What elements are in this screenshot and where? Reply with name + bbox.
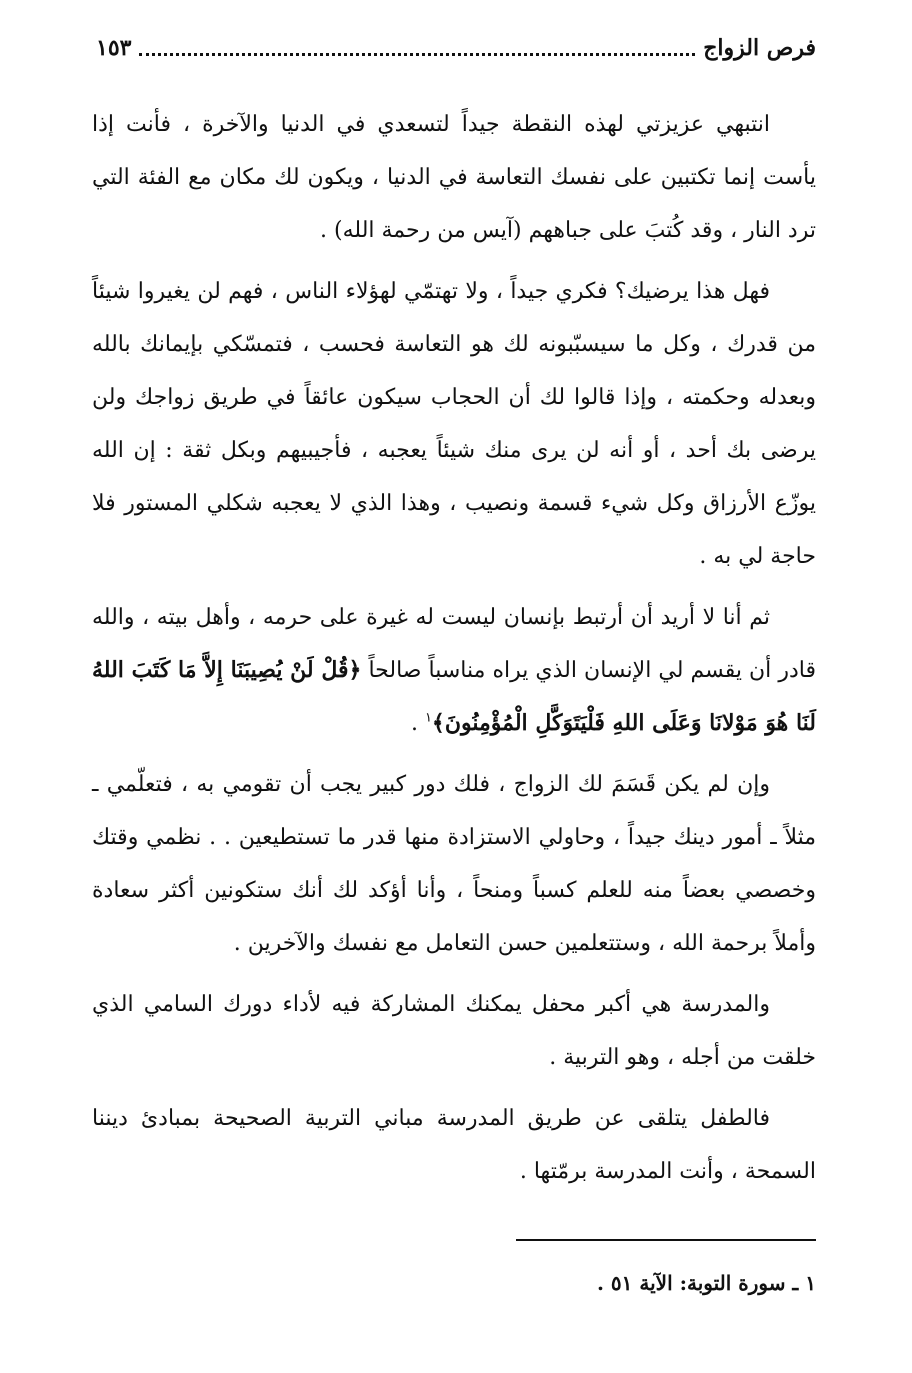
paragraph: والمدرسة هي أكبر محفل يمكنك المشاركة فيه لأداء دورك السامي الذي خلقت من أجله ، وهو التربية . — [92, 992, 816, 1070]
paragraph-text: ثم أنا لا أريد أن أرتبط بإنسان ليست له غيرة على حرمه ، وأهل بيته ، والله قادر أن يقسم لي الإنسان الذي يراه مناسباً صالحاً — [92, 605, 816, 683]
paragraph: انتبهي عزيزتي لهذه النقطة جيداً لتسعدي في الدنيا والآخرة ، فأنت إذا يأست إنما تكتبين على نفسك التعاسة في الدنيا ، ويكون لك مكان مع الفئة التي ترد النار ، وقد كُتبَ على جباههم (آيس من رحمة الله) . — [92, 112, 816, 243]
running-header — [96, 28, 816, 68]
paragraph-with-quote — [92, 591, 816, 750]
paragraph: فالطفل يتلقى عن طريق المدرسة مباني التربية الصحيحة بمبادئ ديننا السمحة ، وأنت المدرسة برمّتها . — [92, 1106, 816, 1184]
quran-verse: ﴿قُلْ لَنْ يُصِيبَنَا إِلاَّ مَا كَتَبَ اللهُ لَنَا هُوَ مَوْلانَا وَعَلَى اللهِ فَلْيَتَوَكَّلِ الْمُؤْمِنُونَ﴾ — [92, 657, 816, 736]
paragraph: فهل هذا يرضيك؟ فكري جيداً ، ولا تهتمّي لهؤلاء الناس ، فهم لن يغيروا شيئاً من قدرك ، وكل ما سيسبّبونه لك هو التعاسة فحسب ، فتمسّكي بإيمانك بالله وبعدله وحكمته ، وإذا قالوا لك أن الحجاب سيكون عائقاً في طريق زواجك ولن يرضى بك أحد ، أو أنه لن يرى منك شيئاً يعجبه ، فأجيبيهم وبكل ثقة : إن الله يوزّع الأرزاق وكل شيء قسمة ونصيب ، وهذا الذي لا يعجبه شكلي المستور فلا حاجة لي به . — [92, 279, 816, 569]
page-number: ١٥٣ — [96, 35, 132, 61]
footnote-marker[interactable]: ١ — [424, 710, 432, 726]
running-title: فرص الزواج — [703, 35, 816, 61]
footnote: ١ ـ سورة التوبة: الآية ٥١ . — [596, 1271, 816, 1295]
page-body — [92, 98, 816, 1198]
paragraph: وإن لم يكن قَسَمَ لك الزواج ، فلك دور كبير يجب أن تقومي به ، فتعلّمي ـ مثلاً ـ أمور دينك جيداً ، وحاولي الاستزادة منها قدر ما تستطيعين . . نظمي وقتك وخصصي بعضاً منه للعلم كسباً ومنحاً ، وأنا أؤكد لك أنك ستكونين أكثر سعادة وأملاً برحمة الله ، وستتعلمين حسن التعامل مع نفسك والآخرين . — [92, 772, 816, 956]
paragraph-text-end: . — [410, 711, 425, 736]
header-dot-leader — [139, 53, 695, 56]
footnote-separator — [516, 1239, 816, 1241]
